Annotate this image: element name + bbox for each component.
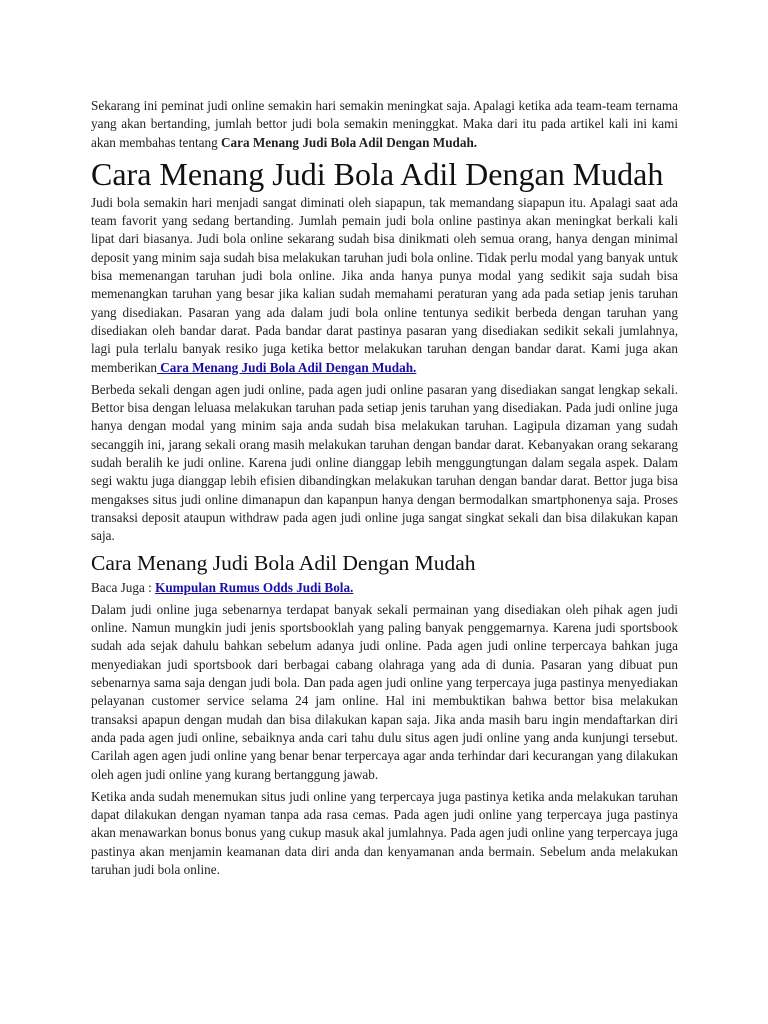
baca-juga-line (91, 579, 678, 597)
paragraph-1-text: Judi bola semakin hari menjadi sangat diminati oleh siapapun, tak memandang siapapun itu. Apalagi saat ada team favorit yang sedang bertanding. Jumlah pemain judi bola online pastinya akan meningkat berkali kali lipat dari biasanya. Judi bola online sekarang sudah bisa dinikmati oleh semua orang, hanya dengan minimal deposit yang minim saja sudah bisa melakukan taruhan judi bola online. Tidak perlu modal yang banyak untuk bisa memenangan taruhan judi bola online. Jika anda hanya punya modal yang sedikit saja sudah bisa memenangkan taruhan yang besar jika kalian sudah memahami peraturan yang ada pada setiap jenis taruhan yang disediakan. Pasaran yang ada dalam judi bola online tentunya sedikit berbeda dengan taruhan yang disediakan oleh bandar darat. Pada bandar darat pastinya pasaran yang disediakan sedikit sekali jumlahnya, lagi pula terlalu banyak resiko juga ketika bettor melakukan taruhan dengan bandar darat. Kami juga akan memberikan (91, 194, 678, 375)
article-heading-main: Cara Menang Judi Bola Adil Dengan Mudah (91, 155, 664, 192)
paragraph-3: Dalam judi online juga sebenarnya terdapat banyak sekali permainan yang disediakan oleh pihak agen judi online. Namun mungkin judi jenis sportsbooklah yang paling banyak penggemarnya. Karena judi sportsbook sudah ada sejak dahulu bahkan sebelum adanya judi online. Pada agen judi online terpercaya bahkan juga menyediakan judi sportsbook dari berbagai cabang olahraga yang ada di dunia. Pasaran yang dibuat pun sebenarnya sama saja dengan judi bola. Dan pada agen judi online yang terpercaya juga pastinya menyediakan pelayanan customer service selama 24 jam online. Hal ini membuktikan bahwa bettor bisa melakukan transaksi apapun dengan mudah dan bisa dilakukan kapan saja. Jika anda masih baru ingin mendaftarkan diri anda pada agen judi online, sebaiknya anda cari tahu dulu situs agen judi online yang anda kunjungi tersebut. Carilah agen agen judi online yang benar benar terpercaya agar anda terhindar dari kecurangan yang dilakukan oleh agen judi online yang kurang bertanggung jawab. (91, 601, 678, 782)
paragraph-4: Ketika anda sudah menemukan situs judi online yang terpercaya juga pastinya ketika anda melakukan taruhan dapat dilakukan dengan nyaman tanpa ada rasa cemas. Pada agen judi online yang terpercaya juga pastinya akan menawarkan bonus bonus yang cukup masuk akal jumlahnya. Pada agen judi online yang terpercaya juga pastinya akan menjamin keamanan data diri anda dan kenyamanan anda bermain. Sebelum anda melakukan taruhan judi bola online. (91, 788, 678, 877)
intro-bold-title: Cara Menang Judi Bola Adil Dengan Mudah. (221, 134, 478, 150)
paragraph-1 (91, 194, 678, 377)
baca-juga-label: Baca Juga : (91, 579, 156, 595)
article-body (91, 97, 678, 883)
paragraph-2: Berbeda sekali dengan agen judi online, pada agen judi online pasaran yang disediakan sangat lengkap sekali. Bettor bisa dengan leluasa melakukan taruhan pada setiap jenis taruhan yang disediakan. Pada judi online juga hanya dengan modal yang minim saja anda sudah bisa melakukan taruhan. Lagipula dizaman yang sudah secanggih ini, jarang sekali orang masih melakukan taruhan dengan bandar darat. Kebanyakan orang sekarang sudah beralih ke judi online. Karena judi online dianggap lebih menggungtungan dalam segala aspek. Dalam segi waktu juga dianggap lebih efisien dibandingkan melakukan taruhan dengan bandar darat. Bettor juga bisa mengakses situs judi online dimanapun dan kapanpun hanya dengan bermodalkan smartphonenya saja. Proses transaksi deposit ataupun withdraw pada agen judi online juga sangat singkat sekali dan bisa dilakukan kapan saja. (91, 381, 678, 544)
intro-text: Sekarang ini peminat judi online semakin hari semakin meningkat saja. Apalagi ketika ada team-team ternama yang akan bertanding, jumlah bettor judi bola semakin meninggkat. Maka dari itu pada artikel kali ini kami akan membahas tentang (91, 98, 678, 150)
article-heading-secondary: Cara Menang Judi Bola Adil Dengan Mudah (91, 550, 476, 575)
intro-paragraph (91, 97, 678, 152)
baca-juga-link[interactable]: Kumpulan Rumus Odds Judi Bola. (155, 579, 354, 595)
article-link-cara-menang[interactable]: Cara Menang Judi Bola Adil Dengan Mudah. (156, 359, 417, 375)
